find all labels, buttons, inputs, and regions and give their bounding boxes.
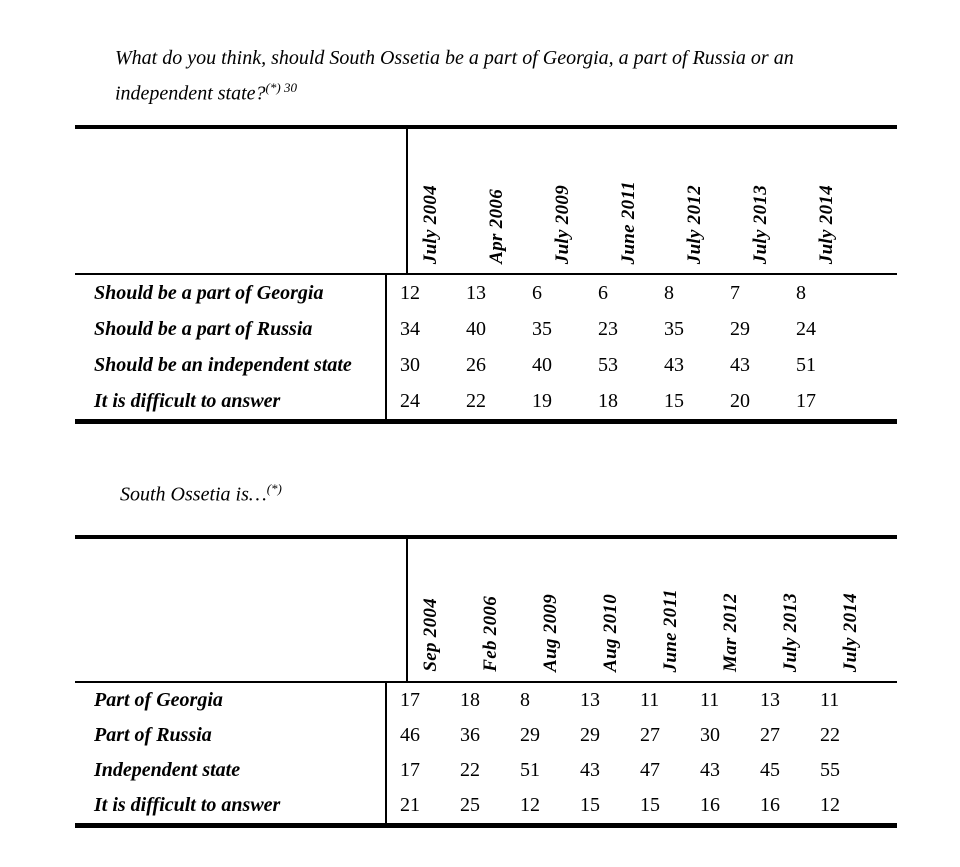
table-row (75, 275, 897, 311)
table-row (75, 788, 897, 823)
data-cell: 12 (400, 281, 420, 304)
column-header-label: July 2014 (816, 184, 837, 264)
data-cell: 8 (796, 281, 806, 304)
data-cell: 51 (796, 353, 816, 376)
row-label: It is difficult to answer (75, 788, 387, 823)
data-cell: 35 (532, 317, 552, 340)
data-cell: 8 (664, 281, 674, 304)
table-1-body (75, 275, 897, 419)
data-cell: 18 (598, 389, 618, 412)
row-label: Should be a part of Georgia (75, 275, 387, 311)
data-cell: 25 (460, 794, 480, 816)
data-cell: 55 (820, 759, 840, 781)
data-cell: 19 (532, 389, 552, 412)
column-header-label: July 2004 (420, 184, 441, 264)
table-2-header-spacer (75, 539, 408, 681)
data-cell: 6 (598, 281, 608, 304)
column-header (408, 539, 468, 681)
data-cell: 24 (796, 317, 816, 340)
column-header (408, 129, 474, 273)
column-header-label: July 2012 (684, 184, 705, 264)
row-label: Independent state (75, 753, 387, 788)
data-cell: 27 (760, 724, 780, 746)
column-header (528, 539, 588, 681)
row-label: Should be an independent state (75, 347, 387, 383)
data-cell: 29 (520, 724, 540, 746)
data-cell: 22 (820, 724, 840, 746)
survey-question-2-text: South Ossetia is… (120, 483, 267, 506)
survey-table-1 (75, 125, 897, 424)
survey-question-2-footnote-marker: (*) (266, 481, 282, 496)
row-label: Part of Georgia (75, 683, 387, 718)
data-cell: 22 (466, 389, 486, 412)
data-cell: 7 (730, 281, 740, 304)
data-cell: 36 (460, 724, 480, 746)
table-row (75, 683, 897, 718)
data-cell: 40 (466, 317, 486, 340)
column-header-label: July 2009 (552, 184, 573, 264)
data-cell: 16 (700, 794, 720, 816)
data-cell: 15 (664, 389, 684, 412)
data-cell: 11 (640, 689, 660, 711)
data-cell: 18 (460, 689, 480, 711)
data-cell: 43 (700, 759, 720, 781)
column-header-label: June 2011 (618, 180, 639, 264)
data-cell: 35 (664, 317, 684, 340)
column-header-label: Sep 2004 (420, 598, 441, 672)
column-header (540, 129, 606, 273)
data-cell: 24 (400, 389, 420, 412)
data-cell: 29 (580, 724, 600, 746)
data-cell: 15 (580, 794, 600, 816)
data-cell: 46 (400, 724, 420, 746)
column-header (738, 129, 804, 273)
data-cell: 43 (664, 353, 684, 376)
column-header-label: July 2014 (840, 592, 861, 672)
column-header (768, 539, 828, 681)
table-2-body (75, 683, 897, 823)
column-header (474, 129, 540, 273)
table-row (75, 753, 897, 788)
data-cell: 20 (730, 389, 750, 412)
table-2-header-row (75, 539, 897, 683)
data-cell: 6 (532, 281, 542, 304)
data-cell: 40 (532, 353, 552, 376)
table-1-column-headers (408, 129, 870, 273)
survey-question-1-title (115, 44, 895, 109)
data-cell: 15 (640, 794, 660, 816)
column-header (468, 539, 528, 681)
column-header-label: Aug 2009 (540, 594, 561, 672)
row-label: Should be a part of Russia (75, 311, 387, 347)
data-cell: 17 (400, 759, 420, 781)
column-header-label: Feb 2006 (480, 596, 501, 672)
data-cell: 12 (820, 794, 840, 816)
data-cell: 17 (796, 389, 816, 412)
data-cell: 13 (466, 281, 486, 304)
column-header (708, 539, 768, 681)
column-header (804, 129, 870, 273)
table-2-column-headers (408, 539, 888, 681)
table-row (75, 718, 897, 753)
column-header (648, 539, 708, 681)
table-row (75, 311, 897, 347)
data-cell: 21 (400, 794, 420, 816)
data-cell: 27 (640, 724, 660, 746)
row-label: It is difficult to answer (75, 383, 387, 419)
data-cell: 45 (760, 759, 780, 781)
table-row (75, 347, 897, 383)
data-cell: 43 (730, 353, 750, 376)
column-header-label: July 2013 (780, 592, 801, 672)
data-cell: 34 (400, 317, 420, 340)
data-cell: 43 (580, 759, 600, 781)
data-cell: 12 (520, 794, 540, 816)
data-cell: 8 (520, 689, 530, 711)
data-cell: 16 (760, 794, 780, 816)
data-cell: 53 (598, 353, 618, 376)
data-cell: 47 (640, 759, 660, 781)
column-header-label: Mar 2012 (720, 593, 741, 672)
data-cell: 23 (598, 317, 618, 340)
table-1-header-spacer (75, 129, 408, 273)
column-header-label: July 2013 (750, 184, 771, 264)
data-cell: 30 (700, 724, 720, 746)
data-cell: 29 (730, 317, 750, 340)
data-cell: 13 (760, 689, 780, 711)
data-cell: 30 (400, 353, 420, 376)
column-header (672, 129, 738, 273)
column-header-label: June 2011 (660, 588, 681, 672)
data-cell: 11 (700, 689, 720, 711)
data-cell: 22 (460, 759, 480, 781)
survey-question-2-title (120, 474, 720, 510)
data-cell: 13 (580, 689, 600, 711)
row-label: Part of Russia (75, 718, 387, 753)
column-header-label: Aug 2010 (600, 594, 621, 672)
data-cell: 11 (820, 689, 840, 711)
data-cell: 51 (520, 759, 540, 781)
data-cell: 26 (466, 353, 486, 376)
column-header (828, 539, 888, 681)
column-header (606, 129, 672, 273)
survey-table-2 (75, 535, 897, 828)
column-header (588, 539, 648, 681)
survey-question-1-text: What do you think, should South Ossetia be a part of Georgia, a part of Russia or an independent state? (115, 47, 794, 105)
survey-question-1-footnote-marker: (*) 30 (265, 80, 297, 95)
column-header-label: Apr 2006 (486, 189, 507, 264)
data-cell: 17 (400, 689, 420, 711)
table-1-header-row (75, 129, 897, 275)
table-row (75, 383, 897, 419)
